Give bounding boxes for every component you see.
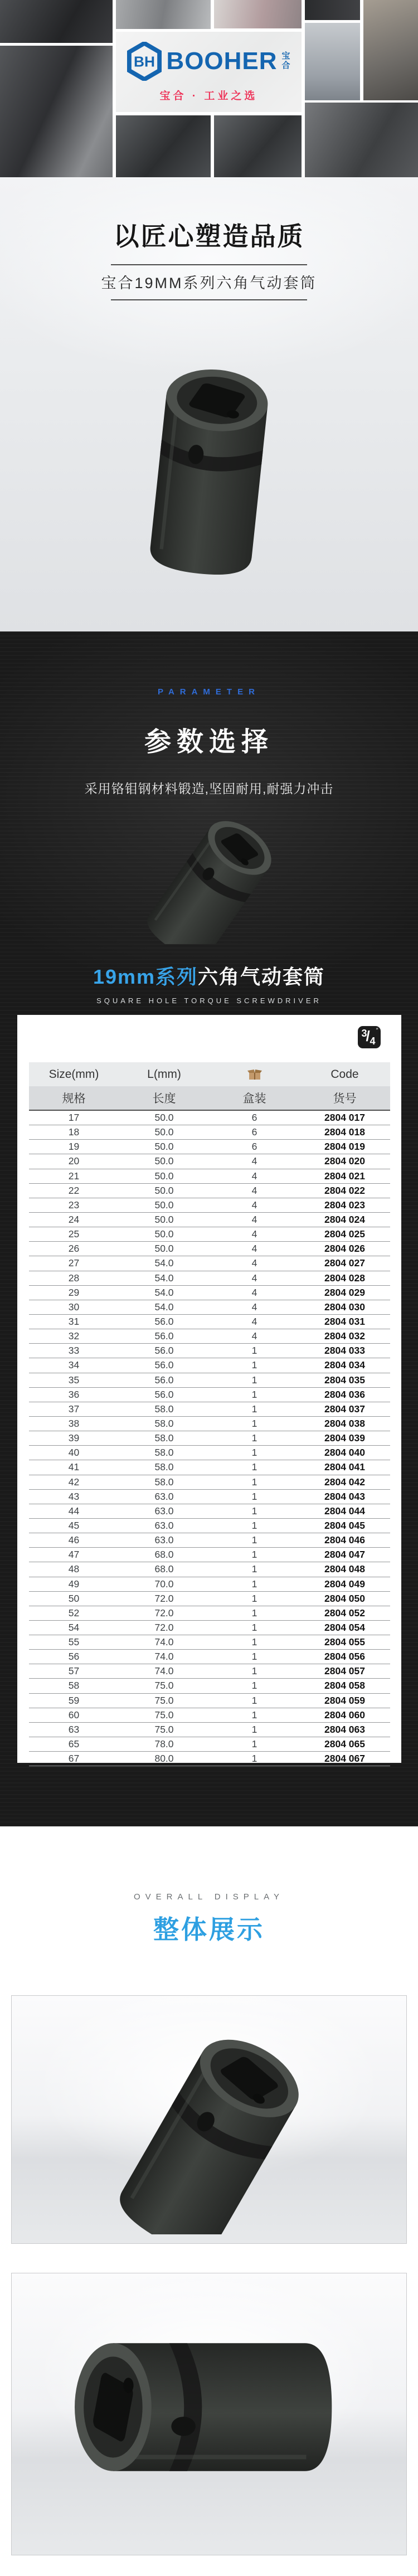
collage-photo-worker-cap	[363, 0, 418, 100]
cell-box-qty: 4	[251, 1315, 257, 1327]
series-subtitle: SQUARE HOLE TORQUE SCREWDRIVER	[96, 997, 322, 1005]
cell-code: 2804 045	[324, 1519, 365, 1531]
header-length-cn: 长度	[152, 1092, 176, 1105]
cell-length: 58.0	[154, 1461, 174, 1473]
cell-length: 75.0	[154, 1694, 174, 1706]
cell-code: 2804 050	[324, 1592, 365, 1604]
cell-box-qty: 4	[251, 1286, 257, 1298]
cell-box-qty: 1	[251, 1592, 257, 1604]
cell-code: 2804 035	[324, 1374, 365, 1386]
cell-size: 50	[68, 1592, 80, 1604]
cell-box-qty: 1	[251, 1519, 257, 1531]
cell-size: 58	[68, 1680, 80, 1692]
cell-length: 50.0	[154, 1184, 174, 1196]
cell-code: 2804 030	[324, 1301, 365, 1313]
cell-length: 54.0	[154, 1257, 174, 1269]
cell-box-qty: 1	[251, 1578, 257, 1590]
cell-code: 2804 048	[324, 1563, 365, 1575]
table-row	[29, 1519, 390, 1533]
table-row	[29, 1256, 390, 1271]
cell-size: 23	[68, 1199, 80, 1211]
table-row	[29, 1621, 390, 1635]
cell-size: 38	[68, 1417, 80, 1429]
table-row	[29, 1460, 390, 1475]
cell-length: 56.0	[154, 1330, 174, 1342]
brand-tagline: 宝合 · 工业之选	[159, 90, 258, 102]
display-product-photo-2	[70, 2329, 348, 2485]
table-body	[29, 1111, 390, 1766]
cell-box-qty: 1	[251, 1359, 257, 1371]
cell-size: 63	[68, 1723, 80, 1735]
table-row	[29, 1169, 390, 1184]
hero-title: 以匠心塑造品质	[113, 222, 305, 251]
header-code-en: Code	[330, 1067, 359, 1081]
parameter-title: 参数选择	[144, 727, 274, 757]
cell-code: 2804 023	[324, 1199, 365, 1211]
cell-code: 2804 060	[324, 1709, 365, 1720]
table-row	[29, 1358, 390, 1373]
cell-size: 54	[68, 1621, 80, 1633]
cell-box-qty: 6	[251, 1141, 257, 1153]
cell-code: 2804 027	[324, 1257, 365, 1269]
cell-box-qty: 4	[251, 1301, 257, 1313]
cell-code: 2804 025	[324, 1228, 365, 1240]
cell-code: 2804 028	[324, 1272, 365, 1284]
cell-size: 39	[68, 1432, 80, 1444]
cell-box-qty: 1	[251, 1607, 257, 1618]
cell-code: 2804 032	[324, 1330, 365, 1342]
table-row	[29, 1562, 390, 1577]
cell-length: 56.0	[154, 1315, 174, 1327]
cell-code: 2804 054	[324, 1621, 365, 1633]
table-row	[29, 1694, 390, 1708]
cell-length: 58.0	[154, 1432, 174, 1444]
cell-code: 2804 058	[324, 1680, 365, 1692]
cell-box-qty: 1	[251, 1665, 257, 1677]
table-row	[29, 1417, 390, 1431]
table-row	[29, 1431, 390, 1446]
cell-box-qty: 1	[251, 1345, 257, 1357]
table-row	[29, 1344, 390, 1358]
table-header-cn	[29, 1086, 390, 1111]
header-length-en: L(mm)	[147, 1067, 181, 1081]
cell-size: 60	[68, 1709, 80, 1720]
cell-box-qty: 1	[251, 1621, 257, 1633]
cell-box-qty: 4	[251, 1330, 257, 1342]
cell-box-qty: 4	[251, 1170, 257, 1182]
cell-code: 2804 029	[324, 1286, 365, 1298]
hero-section	[0, 177, 418, 631]
cell-size: 65	[68, 1738, 80, 1750]
cell-size: 46	[68, 1534, 80, 1546]
cell-box-qty: 1	[251, 1549, 257, 1561]
cell-length: 56.0	[154, 1359, 174, 1371]
display-section-header	[0, 1826, 418, 1995]
cell-length: 56.0	[154, 1345, 174, 1357]
table-row	[29, 1227, 390, 1242]
cell-code: 2804 047	[324, 1549, 365, 1561]
cell-size: 47	[68, 1549, 80, 1561]
spec-table	[29, 1062, 390, 1766]
table-row	[29, 1154, 390, 1169]
cell-length: 50.0	[154, 1170, 174, 1182]
cell-box-qty: 1	[251, 1709, 257, 1720]
cell-size: 44	[68, 1505, 80, 1517]
table-row	[29, 1723, 390, 1737]
cell-size: 27	[68, 1257, 80, 1269]
booher-hexagon-logo-icon	[127, 42, 162, 81]
cell-length: 80.0	[154, 1753, 174, 1765]
hero-divider-top	[111, 264, 307, 265]
brand-wordmark: BOOHER	[166, 47, 278, 75]
cell-box-qty: 6	[251, 1112, 257, 1123]
cell-length: 50.0	[154, 1243, 174, 1255]
cell-size: 17	[68, 1112, 80, 1123]
cell-size: 24	[68, 1213, 80, 1225]
table-row	[29, 1373, 390, 1388]
table-row	[29, 1490, 390, 1504]
cell-code: 2804 019	[324, 1141, 365, 1153]
cell-code: 2804 046	[324, 1534, 365, 1546]
cell-length: 63.0	[154, 1505, 174, 1517]
cell-code: 2804 038	[324, 1417, 365, 1429]
table-row	[29, 1635, 390, 1650]
cell-box-qty: 1	[251, 1505, 257, 1517]
cell-box-qty: 4	[251, 1257, 257, 1269]
table-row	[29, 1242, 390, 1256]
cell-length: 54.0	[154, 1286, 174, 1298]
table-row	[29, 1708, 390, 1723]
cell-size: 45	[68, 1519, 80, 1531]
cell-box-qty: 4	[251, 1199, 257, 1211]
cell-size: 49	[68, 1578, 80, 1590]
cell-size: 52	[68, 1607, 80, 1618]
cell-code: 2804 063	[324, 1723, 365, 1735]
cell-code: 2804 057	[324, 1665, 365, 1677]
cell-length: 54.0	[154, 1272, 174, 1284]
cell-box-qty: 4	[251, 1228, 257, 1240]
cell-code: 2804 067	[324, 1753, 365, 1765]
cell-size: 48	[68, 1563, 80, 1575]
table-row	[29, 1577, 390, 1592]
cell-length: 63.0	[154, 1519, 174, 1531]
cell-box-qty: 1	[251, 1432, 257, 1444]
parameter-section	[0, 631, 418, 1826]
cell-size: 22	[68, 1184, 80, 1196]
cell-box-qty: 4	[251, 1184, 257, 1196]
hero-subtitle: 宝合19MM系列六角气动套筒	[101, 275, 317, 291]
cell-code: 2804 021	[324, 1170, 365, 1182]
cell-size: 29	[68, 1286, 80, 1298]
header-code-cn: 货号	[333, 1092, 357, 1105]
cell-box-qty: 1	[251, 1374, 257, 1386]
cell-size: 28	[68, 1272, 80, 1284]
table-row	[29, 1737, 390, 1752]
table-row	[29, 1650, 390, 1664]
cell-size: 26	[68, 1243, 80, 1255]
cell-code: 2804 039	[324, 1432, 365, 1444]
header-size-cn: 规格	[62, 1092, 86, 1105]
badge-denominator: 4	[370, 1036, 376, 1047]
cell-size: 25	[68, 1228, 80, 1240]
svg-text:BH: BH	[134, 53, 155, 70]
cell-size: 37	[68, 1403, 80, 1415]
cell-box-qty: 1	[251, 1651, 257, 1663]
cell-box-qty: 1	[251, 1753, 257, 1765]
cell-box-qty: 4	[251, 1243, 257, 1255]
cell-code: 2804 031	[324, 1315, 365, 1327]
table-row	[29, 1125, 390, 1140]
cell-size: 20	[68, 1155, 80, 1167]
cell-length: 75.0	[154, 1680, 174, 1692]
cell-length: 50.0	[154, 1112, 174, 1123]
table-row	[29, 1213, 390, 1227]
cell-box-qty: 1	[251, 1680, 257, 1692]
cell-code: 2804 041	[324, 1461, 365, 1473]
table-row	[29, 1664, 390, 1679]
spec-card	[17, 1015, 401, 1763]
display-title: 整体展示	[153, 1915, 265, 1944]
cell-code: 2804 034	[324, 1359, 365, 1371]
display-product-photo-1	[53, 2006, 365, 2234]
cell-size: 43	[68, 1490, 80, 1502]
cell-length: 63.0	[154, 1490, 174, 1502]
table-row	[29, 1475, 390, 1490]
header-size-en: Size(mm)	[48, 1067, 99, 1081]
collage-photo-engine	[0, 0, 113, 43]
cell-size: 19	[68, 1141, 80, 1153]
cell-size: 21	[68, 1170, 80, 1182]
hero-product-photo	[150, 366, 268, 582]
cell-code: 2804 056	[324, 1651, 365, 1663]
cell-size: 42	[68, 1476, 80, 1488]
table-row	[29, 1679, 390, 1693]
cell-size: 32	[68, 1330, 80, 1342]
cell-box-qty: 4	[251, 1272, 257, 1284]
parameter-eyebrow: PARAMETER	[158, 687, 260, 697]
cell-box-qty: 4	[251, 1155, 257, 1167]
cell-size: 40	[68, 1447, 80, 1459]
parameter-description: 采用铬钼钢材料锻造,坚固耐用,耐强力冲击	[84, 781, 334, 796]
cell-length: 58.0	[154, 1417, 174, 1429]
cell-box-qty: 1	[251, 1563, 257, 1575]
series-title-rest: 六角气动套筒	[198, 965, 325, 988]
brand-cn-characters	[282, 52, 290, 70]
cell-box-qty: 1	[251, 1461, 257, 1473]
cell-size: 35	[68, 1374, 80, 1386]
cell-length: 50.0	[154, 1141, 174, 1153]
cell-length: 72.0	[154, 1607, 174, 1618]
cell-length: 63.0	[154, 1534, 174, 1546]
cell-length: 50.0	[154, 1213, 174, 1225]
cell-length: 50.0	[154, 1199, 174, 1211]
cell-size: 31	[68, 1315, 80, 1327]
table-row	[29, 1548, 390, 1562]
cell-box-qty: 1	[251, 1534, 257, 1546]
cell-length: 74.0	[154, 1636, 174, 1648]
cell-box-qty: 1	[251, 1447, 257, 1459]
cell-code: 2804 022	[324, 1184, 365, 1196]
table-row	[29, 1329, 390, 1344]
series-title	[0, 961, 418, 990]
cell-length: 56.0	[154, 1374, 174, 1386]
cell-code: 2804 018	[324, 1126, 365, 1138]
cell-box-qty: 4	[251, 1213, 257, 1225]
cell-code: 2804 065	[324, 1738, 365, 1750]
cell-code: 2804 024	[324, 1213, 365, 1225]
table-row	[29, 1752, 390, 1766]
table-row	[29, 1315, 390, 1329]
table-row	[29, 1592, 390, 1606]
table-row	[29, 1446, 390, 1460]
collage-photo-mechanic	[305, 103, 418, 177]
cell-length: 78.0	[154, 1738, 174, 1750]
cell-code: 2804 026	[324, 1243, 365, 1255]
cell-box-qty: 1	[251, 1636, 257, 1648]
cell-length: 68.0	[154, 1549, 174, 1561]
header-box	[210, 1068, 300, 1081]
table-row	[29, 1300, 390, 1315]
display-photo-panel-1	[11, 1995, 407, 2244]
collage-photo-technician	[0, 46, 113, 177]
collage-photo-wrench-1	[116, 115, 211, 177]
cell-code: 2804 044	[324, 1505, 365, 1517]
cell-code: 2804 059	[324, 1694, 365, 1706]
cell-length: 50.0	[154, 1155, 174, 1167]
cell-code: 2804 017	[324, 1112, 365, 1123]
cell-size: 41	[68, 1461, 80, 1473]
cell-length: 58.0	[154, 1476, 174, 1488]
table-row	[29, 1388, 390, 1402]
brand-logo-panel	[116, 32, 302, 112]
header-collage	[0, 0, 418, 177]
hero-divider-bottom	[111, 299, 307, 300]
drive-size-badge	[358, 1026, 381, 1048]
brand-cn-top: 宝	[281, 51, 290, 61]
badge-slash: /	[366, 1028, 370, 1044]
table-row	[29, 1533, 390, 1548]
cell-box-qty: 1	[251, 1738, 257, 1750]
cell-box-qty: 1	[251, 1403, 257, 1415]
collage-photo-wrench-2	[214, 115, 302, 177]
cell-size: 56	[68, 1651, 80, 1663]
cell-size: 33	[68, 1345, 80, 1357]
cell-size: 36	[68, 1388, 80, 1400]
cell-box-qty: 1	[251, 1388, 257, 1400]
cell-length: 72.0	[154, 1621, 174, 1633]
table-row	[29, 1140, 390, 1154]
collage-photo-parts	[214, 0, 302, 28]
cell-box-qty: 1	[251, 1723, 257, 1735]
cell-length: 68.0	[154, 1563, 174, 1575]
cell-length: 50.0	[154, 1228, 174, 1240]
cell-box-qty: 1	[251, 1694, 257, 1706]
cell-size: 59	[68, 1694, 80, 1706]
panel-gap	[0, 2244, 418, 2273]
cell-size: 34	[68, 1359, 80, 1371]
parameter-product-photo	[125, 811, 293, 944]
table-row	[29, 1111, 390, 1125]
cell-length: 56.0	[154, 1388, 174, 1400]
cell-code: 2804 052	[324, 1607, 365, 1618]
table-row	[29, 1184, 390, 1198]
cell-length: 54.0	[154, 1301, 174, 1313]
display-photo-panel-2	[11, 2273, 407, 2555]
cell-code: 2804 033	[324, 1345, 365, 1357]
header-box-cn: 盒装	[242, 1092, 266, 1105]
cell-code: 2804 020	[324, 1155, 365, 1167]
collage-photo-dark	[305, 0, 360, 20]
cell-length: 58.0	[154, 1403, 174, 1415]
cell-box-qty: 1	[251, 1490, 257, 1502]
series-title-highlight: 19mm系列	[93, 965, 198, 988]
table-row	[29, 1606, 390, 1621]
cell-code: 2804 043	[324, 1490, 365, 1502]
cell-size: 30	[68, 1301, 80, 1313]
brand-cn-bottom: 合	[281, 60, 290, 70]
cell-code: 2804 055	[324, 1636, 365, 1648]
cell-length: 70.0	[154, 1578, 174, 1590]
cell-length: 75.0	[154, 1723, 174, 1735]
display-eyebrow: OVERALL DISPLAY	[133, 1892, 285, 1902]
table-row	[29, 1271, 390, 1286]
table-row	[29, 1286, 390, 1300]
cell-code: 2804 040	[324, 1447, 365, 1459]
cell-box-qty: 1	[251, 1417, 257, 1429]
bottom-whitespace	[0, 2555, 418, 2576]
cell-size: 18	[68, 1126, 80, 1138]
cell-code: 2804 037	[324, 1403, 365, 1415]
cell-size: 67	[68, 1753, 80, 1765]
cell-length: 74.0	[154, 1665, 174, 1677]
box-icon	[247, 1068, 263, 1081]
badge-numerator: 3	[361, 1028, 367, 1039]
collage-photo-lift	[305, 23, 360, 100]
table-header-en	[29, 1062, 390, 1086]
cell-size: 57	[68, 1665, 80, 1677]
cell-length: 75.0	[154, 1709, 174, 1720]
cell-size: 55	[68, 1636, 80, 1648]
cell-code: 2804 049	[324, 1578, 365, 1590]
cell-length: 50.0	[154, 1126, 174, 1138]
table-row	[29, 1402, 390, 1417]
cell-length: 74.0	[154, 1651, 174, 1663]
cell-length: 72.0	[154, 1592, 174, 1604]
cell-box-qty: 1	[251, 1476, 257, 1488]
table-row	[29, 1504, 390, 1519]
table-row	[29, 1198, 390, 1213]
cell-box-qty: 6	[251, 1126, 257, 1138]
cell-code: 2804 042	[324, 1476, 365, 1488]
cell-length: 58.0	[154, 1447, 174, 1459]
cell-code: 2804 036	[324, 1388, 365, 1400]
collage-photo-tools	[116, 0, 211, 29]
badge-inch-mark: ″	[376, 1027, 378, 1034]
